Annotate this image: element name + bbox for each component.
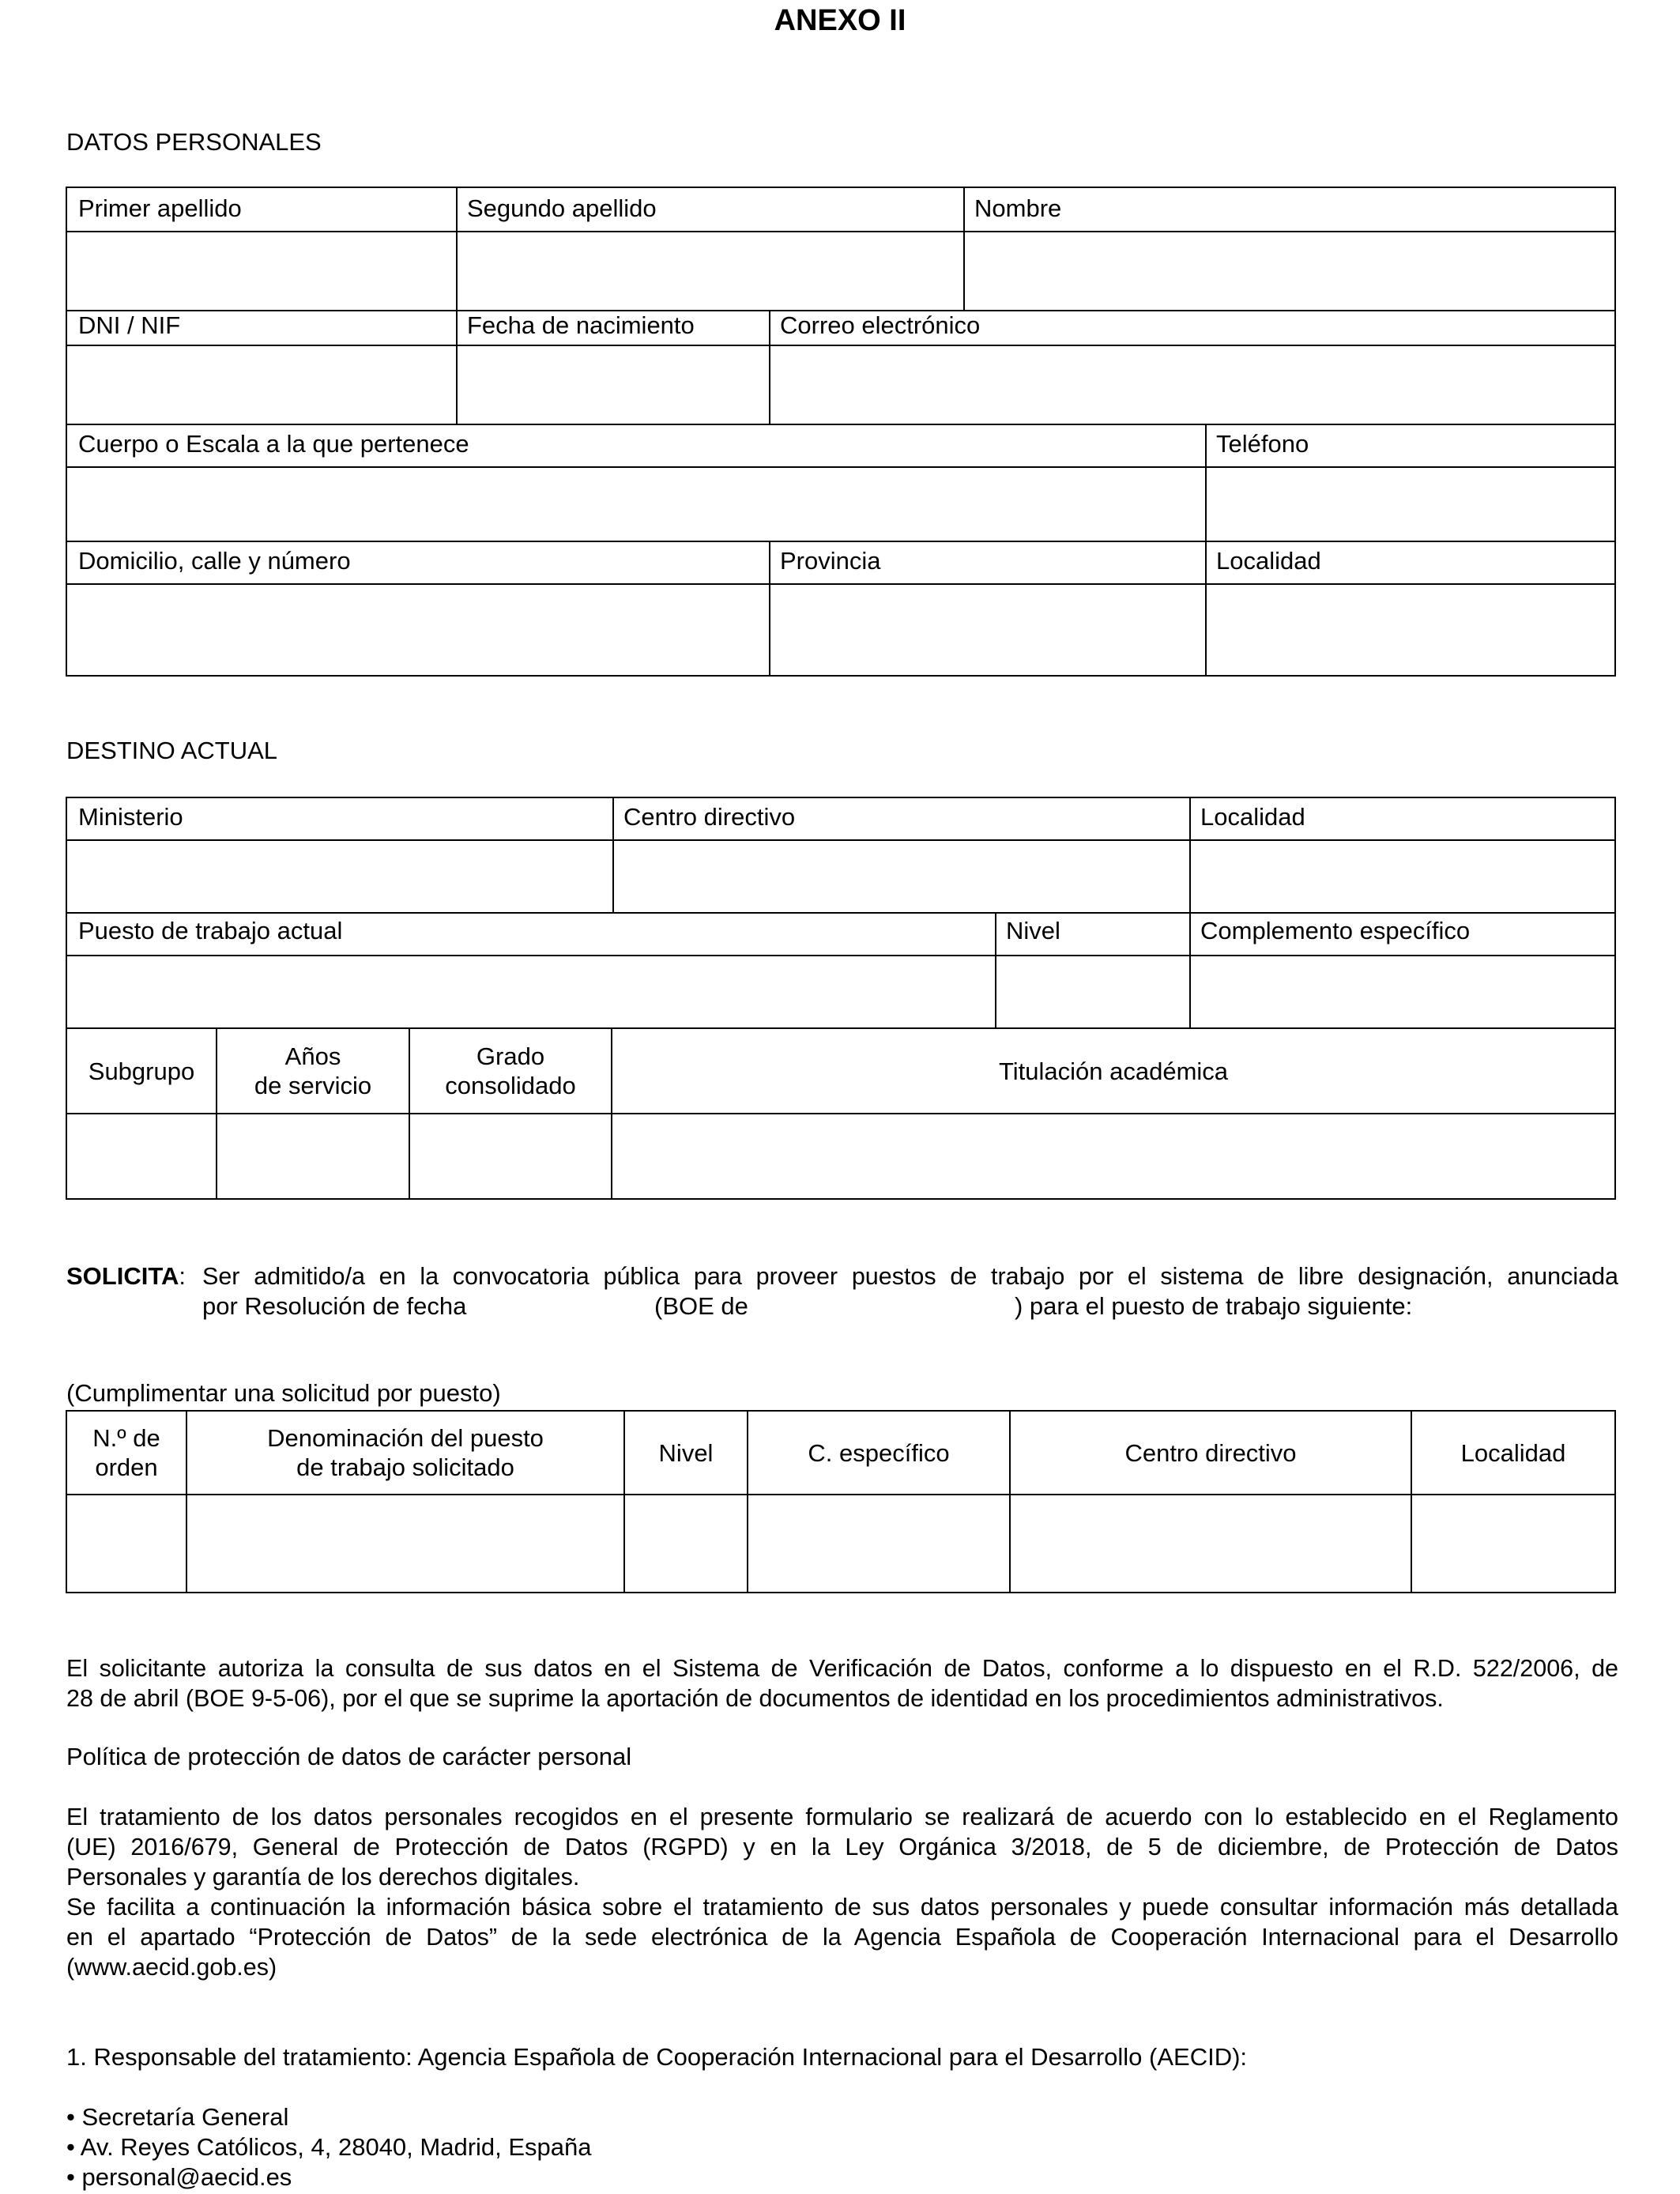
centro-text: Centro directivo xyxy=(1124,1438,1297,1467)
anos-line-1: Años xyxy=(284,1042,341,1070)
label-cuerpo: Cuerpo o Escala a la que pertenece xyxy=(78,430,469,458)
politica-paragraph-1 xyxy=(66,1802,1618,1982)
puesto-especifico-field[interactable] xyxy=(748,1495,1009,1592)
label-dni: DNI / NIF xyxy=(78,311,181,339)
destino-localidad-field[interactable] xyxy=(1191,841,1614,912)
section-heading-destino-actual: DESTINO ACTUAL xyxy=(66,737,277,764)
header-numero-orden xyxy=(67,1412,186,1494)
ministerio-field[interactable] xyxy=(67,841,612,912)
puestos-note: (Cumplimentar una solicitud por puesto) xyxy=(66,1379,501,1407)
puesto-centro-field[interactable] xyxy=(1011,1495,1411,1592)
autoriza-line-2: 28 de abril (BOE 9-5-06), por el que se suprime la aportación de documentos de identidad en los procedimientos administrativos. xyxy=(66,1685,1444,1712)
section-heading-datos-personales: DATOS PERSONALES xyxy=(66,128,322,156)
label-ministerio: Ministerio xyxy=(78,803,183,831)
label-fecha-nacimiento: Fecha de nacimiento xyxy=(467,311,695,339)
dni-field[interactable] xyxy=(67,346,456,424)
header-c-especifico xyxy=(748,1412,1009,1494)
row-divider xyxy=(67,912,1614,914)
especifico-text: C. específico xyxy=(808,1438,950,1467)
orden-line-2: orden xyxy=(95,1453,158,1481)
label-provincia: Provincia xyxy=(780,547,881,575)
header-localidad xyxy=(1412,1412,1614,1494)
subgrupo-field[interactable] xyxy=(67,1114,216,1200)
label-correo: Correo electrónico xyxy=(780,311,981,339)
label-nombre: Nombre xyxy=(974,194,1062,222)
datos-personales-table xyxy=(66,187,1616,677)
row-divider xyxy=(67,424,1614,425)
localidad-field[interactable] xyxy=(1207,585,1614,677)
cuerpo-field[interactable] xyxy=(67,468,1205,541)
politica-p1-line-2: (UE) 2016/679, General de Protección de Datos (RGPD) y en la Ley Orgánica 3/2018, de 5 de diciembre, de Protección de Datos xyxy=(66,1834,1618,1860)
puesto-localidad-field[interactable] xyxy=(1412,1495,1614,1592)
orden-line-1: N.º de xyxy=(92,1424,160,1452)
denominacion-line-1: Denominación del puesto xyxy=(267,1424,544,1452)
puesto-actual-field[interactable] xyxy=(67,956,995,1027)
label-segundo-apellido: Segundo apellido xyxy=(467,194,657,222)
telefono-field[interactable] xyxy=(1207,468,1614,541)
label-anos-servicio xyxy=(217,1029,409,1113)
anos-servicio-field[interactable] xyxy=(217,1114,409,1200)
responsable-item: • Secretaría General xyxy=(66,2103,289,2131)
grado-line-1: Grado xyxy=(476,1042,545,1070)
page-title: ANEXO II xyxy=(774,4,906,37)
denominacion-line-2: de trabajo solicitado xyxy=(296,1453,514,1481)
provincia-field[interactable] xyxy=(770,585,1205,677)
solicita-resolucion: por Resolución de fecha xyxy=(202,1292,467,1320)
puesto-nivel-field[interactable] xyxy=(625,1495,747,1592)
orden-field[interactable] xyxy=(67,1495,186,1592)
puestos-table xyxy=(66,1410,1616,1593)
label-puesto-actual: Puesto de trabajo actual xyxy=(78,917,343,944)
domicilio-field[interactable] xyxy=(67,585,769,677)
responsable-email-link[interactable]: • personal@aecid.es xyxy=(66,2163,292,2191)
grado-field[interactable] xyxy=(410,1114,611,1200)
titulacion-field[interactable] xyxy=(612,1114,1614,1200)
solicita-colon: : xyxy=(179,1262,186,1290)
fecha-nacimiento-field[interactable] xyxy=(458,346,769,424)
autoriza-paragraph xyxy=(66,1653,1618,1713)
solicita-boe: (BOE de xyxy=(654,1292,748,1320)
label-centro-directivo: Centro directivo xyxy=(623,803,796,831)
label-localidad: Localidad xyxy=(1200,803,1305,831)
politica-heading: Política de protección de datos de carácter personal xyxy=(66,1743,632,1770)
responsable-item: • Av. Reyes Católicos, 4, 28040, Madrid, España xyxy=(66,2133,592,2161)
nombre-field[interactable] xyxy=(965,232,1614,310)
anos-line-2: de servicio xyxy=(254,1072,372,1099)
solicita-label-block xyxy=(66,1261,186,1291)
solicita-line-1: Ser admitido/a en la convocatoria pública para proveer puestos de trabajo por el sistema de libre designación, anunciada xyxy=(202,1263,1618,1290)
politica-p1-line-3: Personales y garantía de los derechos digitales. xyxy=(66,1864,580,1891)
politica-p2-line-3: (www.aecid.gob.es) xyxy=(66,1954,277,1981)
label-telefono: Teléfono xyxy=(1216,430,1309,458)
subgrupo-text: Subgrupo xyxy=(88,1057,195,1085)
nivel-field[interactable] xyxy=(996,956,1189,1027)
label-primer-apellido: Primer apellido xyxy=(78,194,242,222)
label-grado-consolidado xyxy=(410,1029,611,1113)
solicita-label: SOLICITA xyxy=(66,1262,179,1290)
complemento-field[interactable] xyxy=(1191,956,1614,1027)
solicita-puesto-siguiente: ) para el puesto de trabajo siguiente: xyxy=(1015,1292,1413,1320)
label-nivel: Nivel xyxy=(1006,917,1060,944)
destino-actual-table xyxy=(66,797,1616,1200)
label-complemento: Complemento específico xyxy=(1200,917,1471,944)
row-divider xyxy=(67,541,1614,542)
label-localidad: Localidad xyxy=(1216,547,1321,575)
label-domicilio: Domicilio, calle y número xyxy=(78,547,351,575)
nivel-text: Nivel xyxy=(658,1438,714,1467)
label-subgrupo xyxy=(67,1029,216,1113)
politica-p2-line-2: en el apartado “Protección de Datos” de la sede electrónica de la Agencia Española de Cooperación Internacional para el Desarrollo xyxy=(66,1924,1618,1951)
denominacion-field[interactable] xyxy=(187,1495,623,1592)
localidad-text: Localidad xyxy=(1460,1438,1566,1467)
correo-field[interactable] xyxy=(770,346,1614,424)
header-nivel xyxy=(625,1412,747,1494)
segundo-apellido-field[interactable] xyxy=(458,232,963,310)
grado-line-2: consolidado xyxy=(445,1072,576,1099)
titulacion-text: Titulación académica xyxy=(998,1057,1229,1085)
centro-directivo-field[interactable] xyxy=(614,841,1189,912)
politica-p1-line-1: El tratamiento de los datos personales recogidos en el presente formulario se realizará de acuerdo con lo establecido en el Reglamento xyxy=(66,1804,1618,1830)
politica-p2-line-1: Se facilita a continuación la información básica sobre el tratamiento de sus datos personales y puede consultar información más detallada xyxy=(66,1894,1618,1921)
responsable-heading: 1. Responsable del tratamiento: Agencia Española de Cooperación Internacional para el Desarrollo (AECID): xyxy=(66,2043,1248,2071)
header-centro-directivo xyxy=(1011,1412,1411,1494)
header-denominacion xyxy=(187,1412,623,1494)
label-titulacion xyxy=(612,1029,1614,1113)
autoriza-line-1: El solicitante autoriza la consulta de sus datos en el Sistema de Verificación de Datos, conforme a lo dispuesto en el R.D. 522/2006, de xyxy=(66,1655,1618,1682)
primer-apellido-field[interactable] xyxy=(67,232,456,310)
